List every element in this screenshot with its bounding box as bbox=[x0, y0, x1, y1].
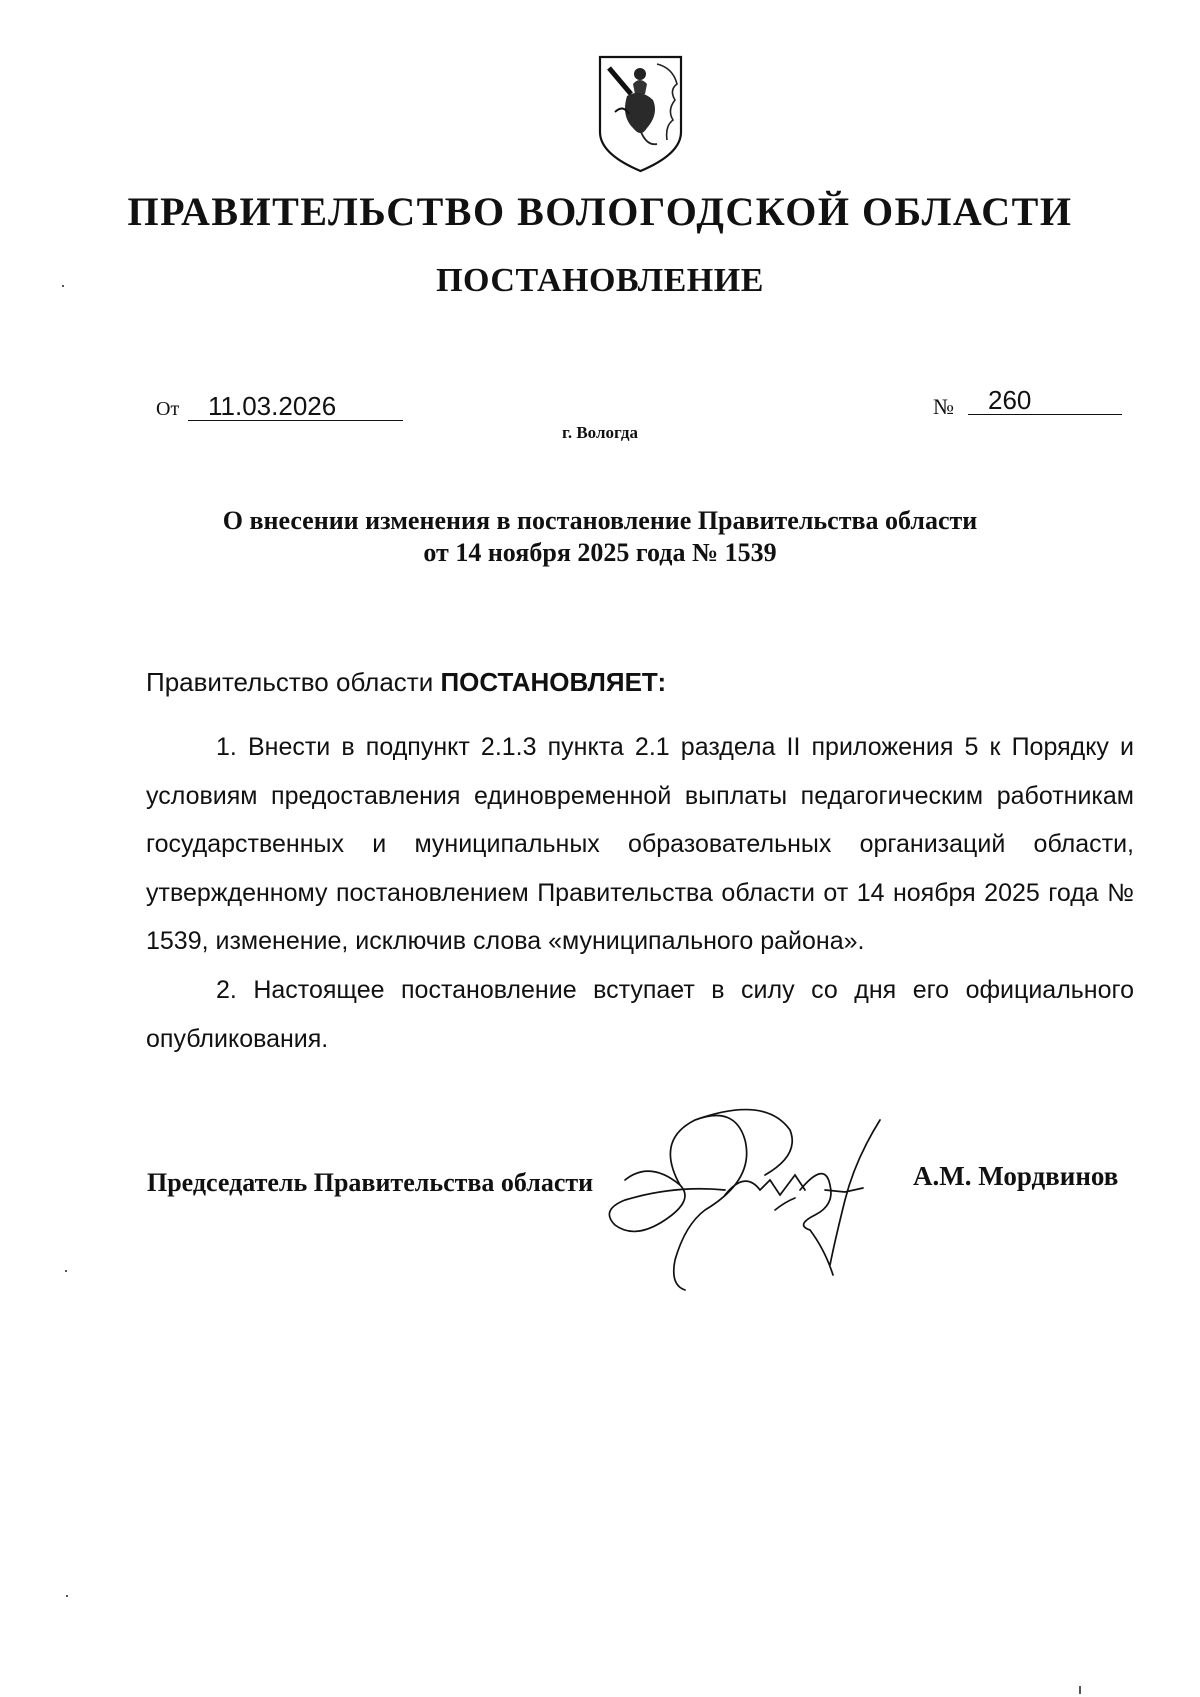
signatory-position: Председатель Правительства области bbox=[147, 1168, 594, 1197]
clause-2: 2. Настоящее постановление вступает в силу со дня его официального опубликования. bbox=[146, 976, 1134, 1053]
handwritten-signature-icon bbox=[595, 1100, 945, 1295]
subject-line-2: от 14 ноября 2025 года № 1539 bbox=[423, 538, 777, 567]
document-subject bbox=[150, 505, 1050, 569]
document-type: ПОСТАНОВЛЕНИЕ bbox=[436, 262, 764, 299]
clause-1: 1. Внести в подпункт 2.1.3 пункта 2.1 раздела II приложения 5 к Порядку и условиям предоставления единовременной выплаты педагогическим работникам государственных и муниципальных образовательных организаций области, утвержденному постановлением Правительства области от 14 ноября 2025 года № 1539, изменение, исключив слова «муниципального района». bbox=[146, 733, 1134, 955]
organization-title: ПРАВИТЕЛЬСТВО ВОЛОГОДСКОЙ ОБЛАСТИ bbox=[127, 189, 1073, 234]
date-prefix: От bbox=[156, 398, 180, 420]
decree-verb: ПОСТАНОВЛЯЕТ: bbox=[440, 667, 667, 697]
signatory-name: А.М. Мордвинов bbox=[913, 1161, 1119, 1191]
number-prefix: № bbox=[933, 394, 954, 419]
scan-speck bbox=[1079, 1686, 1081, 1694]
scan-speck bbox=[66, 1595, 68, 1597]
scan-speck bbox=[62, 285, 64, 287]
subject-line-1: О внесении изменения в постановление Правительства области bbox=[222, 506, 978, 535]
decree-statement bbox=[146, 667, 666, 698]
city: г. Вологда bbox=[562, 423, 638, 442]
scan-speck bbox=[65, 1270, 67, 1272]
document-date: 11.03.2026 bbox=[188, 392, 403, 421]
decree-lead: Правительство области bbox=[146, 667, 434, 697]
coat-of-arms-icon bbox=[597, 54, 684, 174]
document-number: 260 bbox=[968, 386, 1122, 415]
